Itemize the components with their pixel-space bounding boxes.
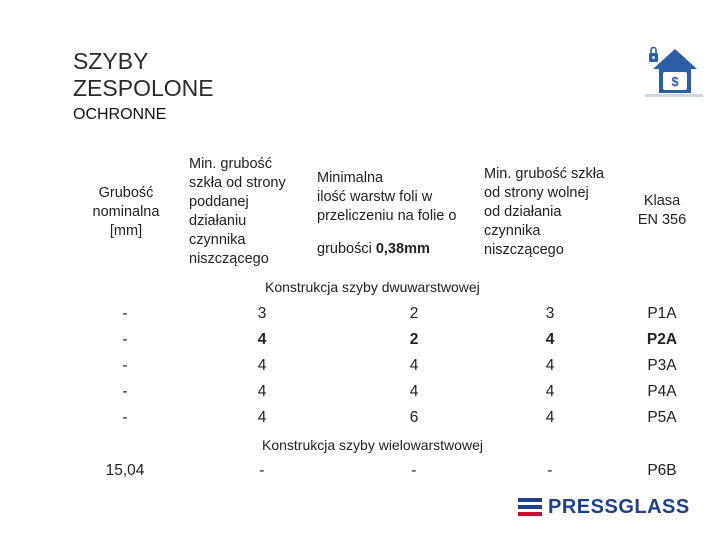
header-text: nominalna <box>92 204 160 220</box>
header-text: Min. grubość <box>189 156 273 172</box>
cell-class: P3A <box>647 357 677 374</box>
cell-foil-layers: 4 <box>409 383 419 400</box>
cell-class: P2A <box>646 331 678 348</box>
header-text: działaniu <box>189 213 247 229</box>
header-text: [mm] <box>109 223 143 239</box>
cell-class: P1A <box>647 305 677 322</box>
header-col-min-glass-free <box>484 165 604 260</box>
brand-part-1: PRESS <box>548 495 619 518</box>
cell-min-glass-attack: 4 <box>257 409 267 426</box>
header-col-min-glass-attack <box>189 155 286 269</box>
header-text: czynnika <box>189 232 246 248</box>
header-text: czynnika <box>484 223 541 239</box>
header-text: od strony wolnej <box>484 185 589 201</box>
header-col-class <box>630 192 694 230</box>
page-title <box>73 48 214 102</box>
page-subtitle: OCHRONNE <box>73 106 167 123</box>
header-text: Grubość <box>98 185 154 201</box>
cell-min-glass-free: 4 <box>545 383 555 400</box>
cell-min-glass-free: 4 <box>545 331 555 348</box>
cell-min-glass-attack: 4 <box>257 383 267 400</box>
cell-min-glass-free: 3 <box>545 305 555 322</box>
svg-text:$: $ <box>671 74 679 89</box>
header-col-thickness <box>82 184 170 241</box>
cell-thickness: - <box>122 383 128 400</box>
logo-underline <box>645 94 703 97</box>
header-text-bold: 0,38mm <box>375 241 430 257</box>
header-text: EN 356 <box>637 212 687 228</box>
header-text: Min. grubość szkła <box>484 166 605 182</box>
cell-thickness: - <box>122 305 128 322</box>
house-money-lock-icon <box>645 45 705 97</box>
title-line-1: SZYBY <box>73 48 149 74</box>
header-text: od działania <box>484 204 562 220</box>
cell-thickness: - <box>122 331 128 348</box>
brand-part-2: GLASS <box>618 495 690 518</box>
header-text: przeliczeniu na folie o <box>317 208 457 224</box>
cell-class: P6B <box>647 462 677 479</box>
section-double-layer: Konstrukcja szyby dwuwarstwowej <box>265 279 480 295</box>
header-text: szkła od strony <box>189 175 286 191</box>
header-text: ilość warstw foli w <box>317 189 433 205</box>
cell-min-glass-free: 4 <box>545 409 555 426</box>
cell-min-glass-free: 4 <box>545 357 555 374</box>
cell-thickness: - <box>122 357 128 374</box>
section-multi-layer: Konstrukcja szyby wielowarstwowej <box>262 437 483 453</box>
header-text: Minimalna <box>317 170 384 186</box>
header-text: Klasa <box>643 193 681 209</box>
cell-foil-layers: 6 <box>409 409 419 426</box>
cell-min-glass-attack: 4 <box>257 331 267 348</box>
cell-foil-layers: 4 <box>409 357 419 374</box>
cell-min-glass-free: - <box>547 462 553 479</box>
header-text: grubości <box>317 241 376 257</box>
cell-class: P5A <box>647 409 677 426</box>
brand-name <box>548 496 690 519</box>
cell-min-glass-attack: 3 <box>257 305 267 322</box>
cell-class: P4A <box>647 383 677 400</box>
header-text-foil <box>317 240 456 259</box>
title-line-2: ZESPOLONE <box>73 75 214 101</box>
cell-thickness: - <box>122 409 128 426</box>
cell-foil-layers: - <box>411 462 417 479</box>
cell-thickness: 15,04 <box>105 462 145 479</box>
cell-min-glass-attack: - <box>259 462 265 479</box>
cell-foil-layers: 2 <box>409 305 419 322</box>
cell-min-glass-attack: 4 <box>257 357 267 374</box>
header-text: niszczącego <box>189 251 269 267</box>
brand-logo <box>518 494 690 520</box>
pressglass-stripes-icon <box>518 497 542 517</box>
cell-foil-layers: 2 <box>409 331 419 348</box>
header-text: poddanej <box>189 194 249 210</box>
header-col-foil-layers <box>317 169 456 259</box>
header-text: niszczącego <box>484 242 564 258</box>
